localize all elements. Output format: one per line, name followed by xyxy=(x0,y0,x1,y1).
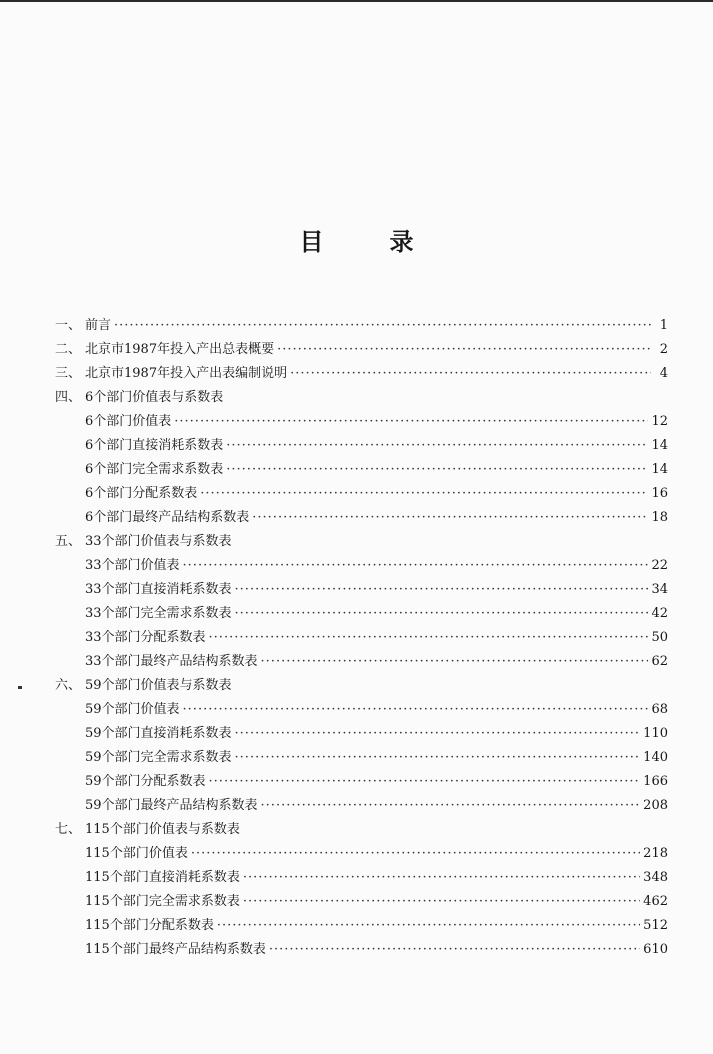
toc-entry[interactable] xyxy=(55,530,668,554)
toc-entry-label: 6个部门价值表 xyxy=(85,414,172,429)
toc-entry[interactable] xyxy=(55,818,668,842)
toc-entry-label: 33个部门分配系数表 xyxy=(85,630,206,645)
toc-leader-dots xyxy=(191,842,640,866)
toc-entry-label: 33个部门价值表与系数表 xyxy=(85,534,232,549)
table-of-contents xyxy=(55,314,668,962)
toc-subentry[interactable] xyxy=(55,698,668,722)
toc-page-number: 68 xyxy=(651,702,668,717)
toc-leader-dots xyxy=(114,314,651,338)
top-border-line xyxy=(0,0,713,2)
toc-leader-dots xyxy=(174,410,648,434)
toc-subentry[interactable] xyxy=(55,554,668,578)
toc-leader-dots xyxy=(183,698,649,722)
toc-leader-dots xyxy=(235,722,641,746)
toc-entry-label: 北京市1987年投入产出总表概要 xyxy=(85,342,275,357)
toc-leader-dots xyxy=(252,506,648,530)
toc-page-number: 42 xyxy=(651,606,668,621)
toc-page-number: 348 xyxy=(643,870,668,885)
toc-entry[interactable] xyxy=(55,674,668,698)
title-char-1: 目 xyxy=(299,227,324,256)
toc-leader-dots xyxy=(209,626,649,650)
toc-leader-dots xyxy=(277,338,651,362)
toc-leader-dots xyxy=(226,434,648,458)
toc-leader-dots xyxy=(290,362,651,386)
toc-entry-number: 五、 xyxy=(55,534,82,549)
toc-entry-number: 六、 xyxy=(55,678,82,693)
toc-entry-label: 6个部门分配系数表 xyxy=(85,486,198,501)
toc-leader-dots xyxy=(261,650,649,674)
toc-entry-label: 33个部门直接消耗系数表 xyxy=(85,582,232,597)
toc-subentry[interactable] xyxy=(55,794,668,818)
toc-subentry[interactable] xyxy=(55,770,668,794)
toc-page-number: 462 xyxy=(643,894,668,909)
toc-page-number: 140 xyxy=(643,750,668,765)
toc-subentry[interactable] xyxy=(55,578,668,602)
toc-subentry[interactable] xyxy=(55,746,668,770)
toc-entry-number: 三、 xyxy=(55,366,82,381)
toc-page-number: 12 xyxy=(651,414,668,429)
toc-leader-dots xyxy=(183,554,649,578)
toc-entry[interactable] xyxy=(55,386,668,410)
toc-entry-label: 115个部门最终产品结构系数表 xyxy=(85,942,266,957)
toc-entry-label: 6个部门直接消耗系数表 xyxy=(85,438,224,453)
toc-entry-label: 北京市1987年投入产出表编制说明 xyxy=(85,366,288,381)
toc-page-number: 208 xyxy=(643,798,668,813)
toc-entry-number: 二、 xyxy=(55,342,82,357)
toc-subentry[interactable] xyxy=(55,842,668,866)
toc-subentry[interactable] xyxy=(55,626,668,650)
toc-leader-dots xyxy=(235,602,649,626)
toc-leader-dots xyxy=(209,770,641,794)
toc-entry-label: 33个部门完全需求系数表 xyxy=(85,606,232,621)
toc-leader-dots xyxy=(269,938,640,962)
toc-leader-dots xyxy=(243,890,640,914)
toc-subentry[interactable] xyxy=(55,482,668,506)
toc-leader-dots xyxy=(200,482,648,506)
toc-page-number: 110 xyxy=(643,726,668,741)
toc-entry-label: 59个部门完全需求系数表 xyxy=(85,750,232,765)
toc-entry-label: 115个部门价值表 xyxy=(85,846,188,861)
toc-entry-label: 33个部门最终产品结构系数表 xyxy=(85,654,258,669)
toc-page-number: 512 xyxy=(643,918,668,933)
toc-leader-dots xyxy=(243,866,640,890)
toc-subentry[interactable] xyxy=(55,434,668,458)
toc-leader-dots xyxy=(226,458,648,482)
toc-leader-dots xyxy=(261,794,641,818)
toc-entry[interactable] xyxy=(55,362,668,386)
toc-subentry[interactable] xyxy=(55,602,668,626)
toc-page-number: 1 xyxy=(659,318,668,333)
toc-subentry[interactable] xyxy=(55,722,668,746)
toc-entry-label: 33个部门价值表 xyxy=(85,558,180,573)
toc-leader-dots xyxy=(235,746,641,770)
toc-page-number: 16 xyxy=(651,486,668,501)
toc-entry-label: 115个部门价值表与系数表 xyxy=(85,822,240,837)
toc-leader-dots xyxy=(217,914,640,938)
toc-subentry[interactable] xyxy=(55,890,668,914)
toc-page-number: 34 xyxy=(651,582,668,597)
toc-subentry[interactable] xyxy=(55,866,668,890)
toc-page-number: 218 xyxy=(643,846,668,861)
toc-entry-label: 6个部门价值表与系数表 xyxy=(85,390,224,405)
toc-entry-label: 115个部门完全需求系数表 xyxy=(85,894,240,909)
toc-page-number: 18 xyxy=(651,510,668,525)
toc-page-number: 22 xyxy=(651,558,668,573)
toc-subentry[interactable] xyxy=(55,938,668,962)
toc-page-number: 166 xyxy=(643,774,668,789)
toc-entry-label: 59个部门价值表与系数表 xyxy=(85,678,232,693)
toc-subentry[interactable] xyxy=(55,914,668,938)
toc-page-number: 50 xyxy=(651,630,668,645)
toc-entry-label: 59个部门直接消耗系数表 xyxy=(85,726,232,741)
toc-entry-number: 七、 xyxy=(55,822,82,837)
toc-entry-label: 前言 xyxy=(85,318,112,333)
toc-entry[interactable] xyxy=(55,314,668,338)
toc-entry-number: 四、 xyxy=(55,390,82,405)
toc-leader-dots xyxy=(235,578,649,602)
toc-page-number: 2 xyxy=(659,342,668,357)
scan-speck xyxy=(18,686,22,689)
toc-page-number: 14 xyxy=(651,462,668,477)
toc-subentry[interactable] xyxy=(55,410,668,434)
toc-entry-label: 59个部门最终产品结构系数表 xyxy=(85,798,258,813)
toc-subentry[interactable] xyxy=(55,650,668,674)
toc-entry-label: 115个部门分配系数表 xyxy=(85,918,214,933)
toc-entry[interactable] xyxy=(55,338,668,362)
toc-page-number: 62 xyxy=(651,654,668,669)
toc-entry-label: 115个部门直接消耗系数表 xyxy=(85,870,240,885)
toc-entry-number: 一、 xyxy=(55,318,82,333)
toc-page-number: 4 xyxy=(659,366,668,381)
title-char-2: 录 xyxy=(389,227,414,256)
toc-page-number: 610 xyxy=(643,942,668,957)
toc-page-number: 14 xyxy=(651,438,668,453)
toc-subentry[interactable] xyxy=(55,506,668,530)
toc-entry-label: 59个部门分配系数表 xyxy=(85,774,206,789)
toc-entry-label: 6个部门最终产品结构系数表 xyxy=(85,510,250,525)
toc-entry-label: 6个部门完全需求系数表 xyxy=(85,462,224,477)
page-title xyxy=(0,222,713,257)
toc-subentry[interactable] xyxy=(55,458,668,482)
toc-entry-label: 59个部门价值表 xyxy=(85,702,180,717)
